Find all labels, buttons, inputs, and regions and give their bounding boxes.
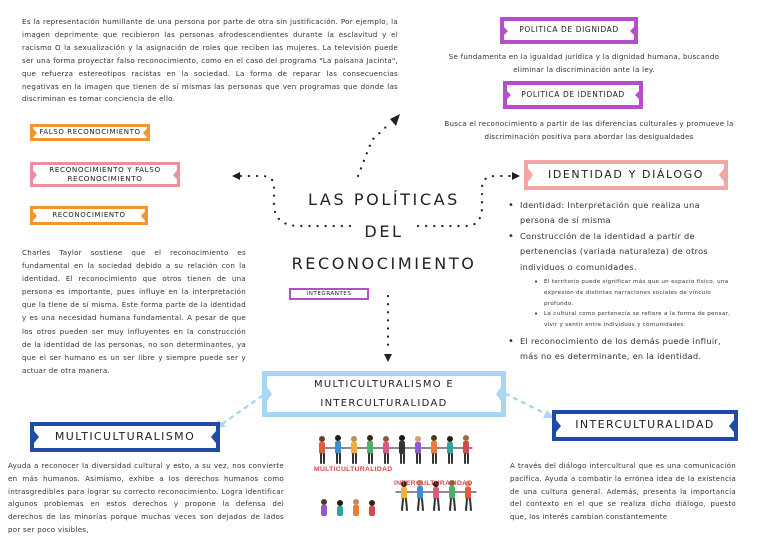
falso-reconocimiento-label-text: FALSO RECONOCIMIENTO [39,128,141,137]
multi-inter-label [262,371,506,417]
politica-dignidad-label-text: POLITICA DE DIGNIDAD [519,25,619,35]
identidad-sub-bullet-2 [534,309,734,331]
integrantes-label [289,288,369,300]
identidad-dialogo-list [508,198,734,365]
interculturalidad-text: A través del diálogo intercultural que es una comunicación pacífica. Ayuda a combatir la errónea idea de la existencia de una cultura general. Además, presenta la importancia del contexto en el que se realiza dicho diálogo, puesto que, los interés cambian constantemente [510,461,736,522]
interculturalidad-label [552,410,738,441]
multi-inter-label-line2: INTERCULTURALIDAD [320,398,448,409]
identidad-bullet-1 [508,198,734,229]
main-title-line2: DEL [364,222,404,241]
politica-identidad-label [503,81,643,109]
multi-inter-label-line1: MULTICULTURALISMO E [313,379,455,390]
reconocimiento-label-text: RECONOCIMIENTO [52,211,126,220]
reconocimiento-y-falso-label [30,162,180,187]
main-title-line3: RECONOCIMIENTO [291,254,477,273]
identidad-bullet-1-text: Identidad: Interpretación que realiza una persona de sí misma [520,200,700,226]
politica-identidad-label-text: POLITICA DE IDENTIDAD [521,89,625,99]
identidad-sub-bullet-1 [534,277,734,309]
identidad-bullet-2 [508,229,734,331]
interculturalidad-label-text: INTERCULTURALIDAD [575,418,715,432]
falso-reconocimiento-description: Es la representación humillante de una persona por parte de otra sin justificación. Por ejemplo, la imagen deprimente que recibieron las personas afrodescendientes durante la esclavitud y el racismo O la sexualización y la asignación de roles que reciben las mujeres. La televisión puede ser una forma proyectar falso reconocimiento, como en el caso del programa "La paisana Jacinta", que refuerza estereotipos racistas en la sociedad. La forma de reparar las consecuencias negativas en la imagen que tienen de sí mismas las personas que ven programas que donde las discriminan es tomar conciencia de ello. [22,17,398,104]
arrowhead-top [390,114,400,126]
person-row-top [319,435,469,463]
identidad-bullet-2-text: Construcción de la identidad a partir de pertenencias (variada naturaleza) de otros individuos o comunidades. [520,230,708,272]
connector-to-multiculturalismo [222,396,262,424]
people-illustration [310,430,482,528]
multiculturalismo-label-text: MULTICULTURALISMO [54,429,196,443]
politica-dignidad-label [500,17,638,44]
identidad-bullet-3 [508,334,734,365]
identidad-sub-bullet-2-text: La cultural como pertenecía se refiere a la forma de pensar, vivir y sentir entre individuos y comunidades. [544,311,731,329]
falso-reconocimiento-label [30,124,150,141]
multiculturalismo-text: Ayuda a reconocer la diversidad cultural y esto, a su vez, nos convierte en más humanos. Asimismo, exhibe a los derechos humanos como intrasgredibles para lograr su correcto reconocimiento. Logra identificar algunos problemas en estos derechos y propone la defensa del derechos de las minorías porque muchas veces son dejados de lados por ser poco visibles, [8,461,284,534]
politica-identidad-text: Busca el reconocimiento a partir de las diferencias culturales y promueve la discriminación positiva para abordar las desigualdades [444,119,734,141]
identidad-dialogo-label-text: IDENTIDAD Y DIÁLOGO [547,167,705,181]
politica-dignidad-text: Se fundamenta en la igualdad jurídica y la dignidad humana, buscando eliminar la discriminación ante la ley. [448,52,720,74]
people-holding-hands-icon [310,430,482,528]
identidad-bullet-3-text: El reconocimiento de los demás puede influir, más no es determinante, en la identidad. [520,336,721,362]
interculturalidad-image-caption: INTERCULTURALIDAD [394,480,473,487]
multiculturalidad-image-caption: MULTICULTURALIDAD [314,466,393,473]
multiculturalismo-label [30,422,220,452]
reconocimiento-label [30,206,148,225]
integrantes-label-text: INTEGRANTES [306,290,352,297]
arrowhead-down [384,354,392,362]
connector-top [358,125,388,176]
identidad-dialogo-label [524,160,728,190]
reconocimiento-y-falso-label-text: RECONOCIMIENTO Y FALSO RECONOCIMIENTO [49,165,161,183]
identidad-sub-bullet-1-text: El territorio puede significar más que un espacio físico, una expresión de distintas narraciones sociales de vínculo profundo. [544,279,729,307]
arrowhead-left [232,172,240,180]
person-row-bottom-left [321,499,375,516]
connector-to-interculturalidad [506,394,546,414]
arrowhead-right [512,172,520,180]
charles-taylor-paragraph: Charles Taylor sostiene que el reconocimiento es fundamental en la sociedad debido a su relación con la identidad. El reconocimiento que otros tienen de una persona es importante, pues influye en la interpretación que la tiene de sí misma. Este forma parte de la identidad y es una necesidad humana fundamental. A pesar de que los otros pueden ser muy influyentes en la construcción de la identidad de las personas, no son determinantes, ya que el ser humano es un ser libre y siempre puede ser y actuar de otra manera. [22,248,246,375]
main-title-line1: LAS POLÍTICAS [308,190,460,209]
